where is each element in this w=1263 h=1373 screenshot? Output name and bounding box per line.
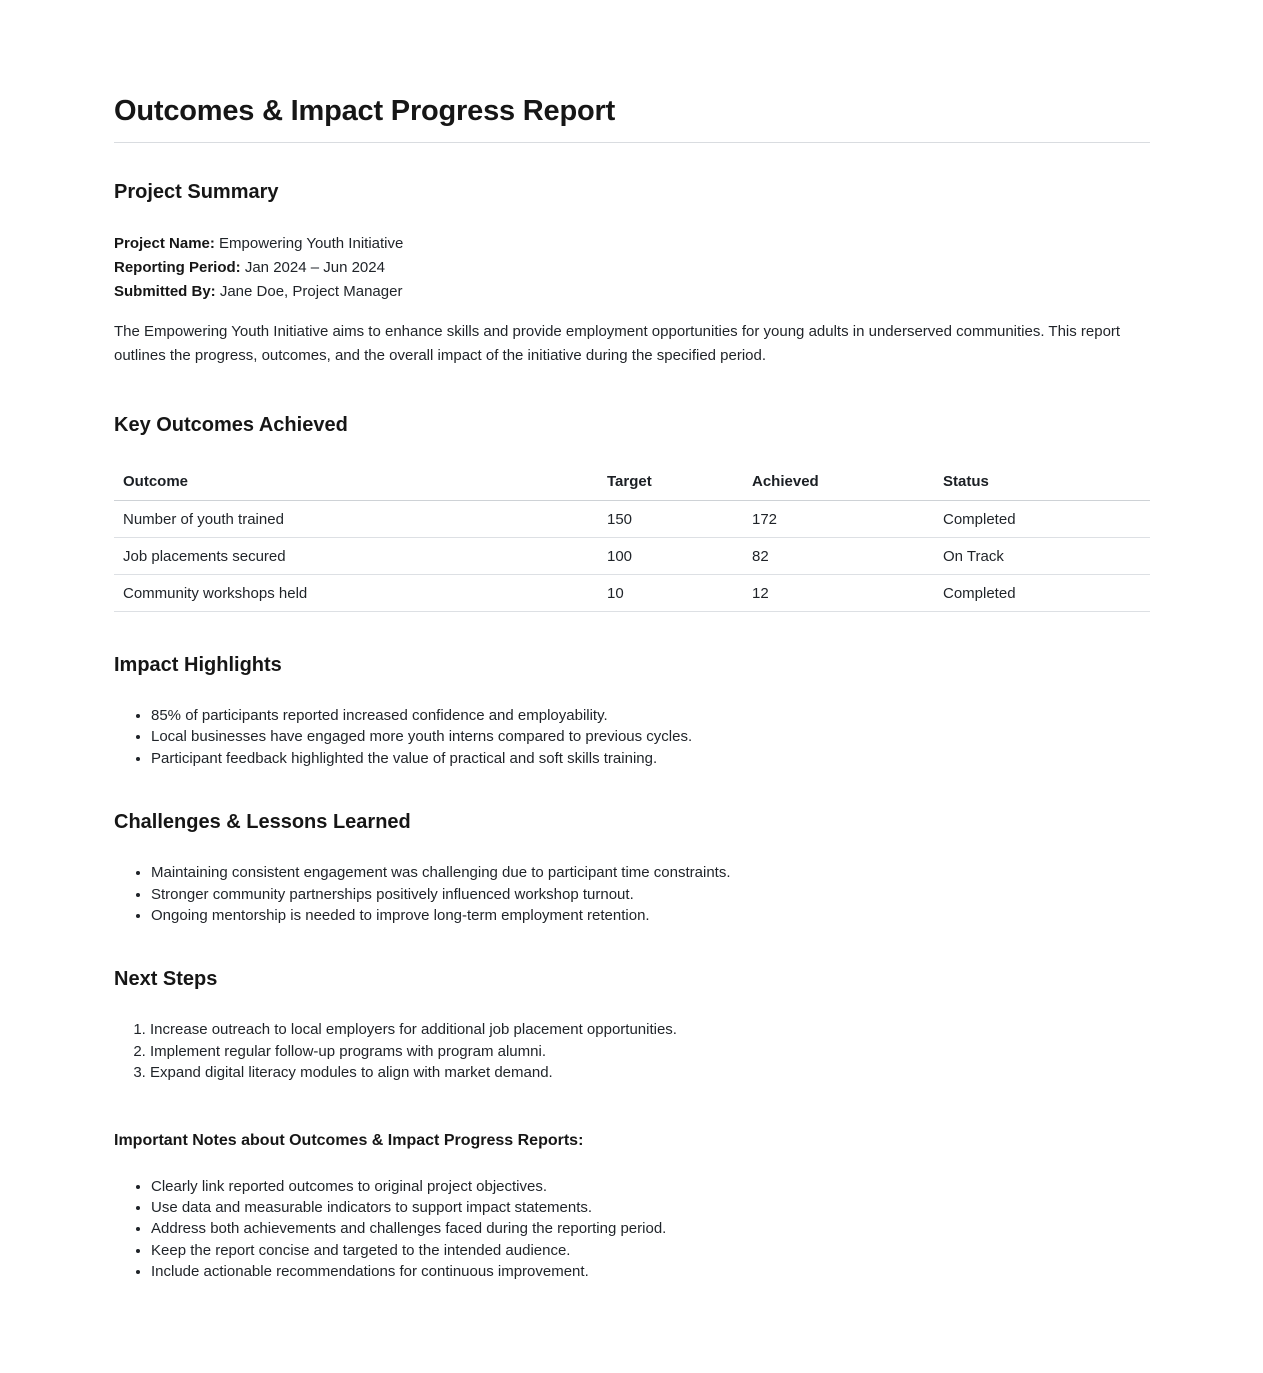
important-note-item: • Keep the report concise and targeted to the intended audience. <box>151 1240 1150 1261</box>
section-important-notes <box>114 1130 1150 1283</box>
outcomes-table-row <box>114 538 1150 575</box>
project-meta <box>114 232 1150 304</box>
meta-label: Project Name: <box>114 235 215 252</box>
impact-highlight-item: • Local businesses have engaged more youth interns compared to previous cycles. <box>151 726 1150 747</box>
cell-achieved: 82 <box>743 538 934 575</box>
outcomes-table-row <box>114 501 1150 538</box>
outcomes-table-header-cell: Target <box>598 465 743 501</box>
challenges-list <box>114 862 1150 926</box>
section-challenges <box>114 809 1150 926</box>
cell-outcome: Job placements secured <box>114 538 598 575</box>
next-step-item: 2. Implement regular follow-up programs with program alumni. <box>150 1041 1150 1062</box>
challenge-item: • Ongoing mentorship is needed to improve long-term employment retention. <box>151 905 1150 926</box>
meta-label: Submitted By: <box>114 283 216 300</box>
meta-value: Empowering Youth Initiative <box>219 235 404 252</box>
next-steps-heading: Next Steps <box>114 968 218 991</box>
outcomes-table-header-row <box>114 465 1150 501</box>
important-notes-list <box>114 1176 1150 1283</box>
impact-highlight-item: • Participant feedback highlighted the value of practical and soft skills training. <box>151 748 1150 769</box>
challenge-item: • Stronger community partnerships positively influenced workshop turnout. <box>151 884 1150 905</box>
outcomes-table-header-cell: Achieved <box>743 465 934 501</box>
meta-line <box>114 256 1150 280</box>
section-impact-highlights <box>114 652 1150 769</box>
cell-target: 150 <box>598 501 743 538</box>
report-title: Outcomes & Impact Progress Report <box>114 95 616 127</box>
cell-outcome: Number of youth trained <box>114 501 598 538</box>
meta-value: Jan 2024 – Jun 2024 <box>244 259 385 276</box>
cell-outcome: Community workshops held <box>114 575 598 612</box>
section-key-outcomes <box>114 412 1150 612</box>
next-steps-list <box>114 1019 1150 1083</box>
cell-achieved: 12 <box>743 575 934 612</box>
impact-highlights-list <box>114 705 1150 769</box>
important-note-item: • Include actionable recommendations for continuous improvement. <box>151 1261 1150 1282</box>
section-next-steps <box>114 966 1150 1083</box>
cell-status: Completed <box>934 501 1150 538</box>
meta-line <box>114 280 1150 304</box>
important-note-item: • Address both achievements and challenges faced during the reporting period. <box>151 1218 1150 1239</box>
next-step-item: 3. Expand digital literacy modules to align with market demand. <box>150 1062 1150 1083</box>
section-project-summary <box>114 179 1150 368</box>
cell-status: On Track <box>934 538 1150 575</box>
outcomes-table-header-cell: Status <box>934 465 1150 501</box>
title-divider <box>114 142 1150 143</box>
key-outcomes-heading: Key Outcomes Achieved <box>114 414 348 436</box>
summary-paragraph: The Empowering Youth Initiative aims to enhance skills and provide employment opportunities for young adults in underserved communities. This report outlines the progress, outcomes, and the overall impact of the initiative during the specified period. <box>114 323 1121 364</box>
challenges-heading: Challenges & Lessons Learned <box>114 811 411 834</box>
cell-status: Completed <box>934 575 1150 612</box>
project-summary-heading: Project Summary <box>114 181 279 203</box>
cell-target: 100 <box>598 538 743 575</box>
cell-achieved: 172 <box>743 501 934 538</box>
cell-target: 10 <box>598 575 743 612</box>
impact-highlights-heading: Impact Highlights <box>114 654 282 676</box>
impact-highlight-item: • 85% of participants reported increased confidence and employability. <box>151 705 1150 726</box>
meta-value: Jane Doe, Project Manager <box>219 283 403 300</box>
outcomes-table-row <box>114 575 1150 612</box>
outcomes-table-header-cell: Outcome <box>114 465 598 501</box>
challenge-item: • Maintaining consistent engagement was challenging due to participant time constraints. <box>151 862 1150 883</box>
important-notes-heading: Important Notes about Outcomes & Impact Progress Reports: <box>114 1131 584 1149</box>
important-note-item: • Use data and measurable indicators to support impact statements. <box>151 1197 1150 1218</box>
outcomes-table <box>114 465 1150 612</box>
meta-label: Reporting Period: <box>114 259 241 276</box>
next-step-item: 1. Increase outreach to local employers for additional job placement opportunities. <box>150 1019 1150 1040</box>
important-note-item: • Clearly link reported outcomes to original project objectives. <box>151 1176 1150 1197</box>
meta-line <box>114 232 1150 256</box>
